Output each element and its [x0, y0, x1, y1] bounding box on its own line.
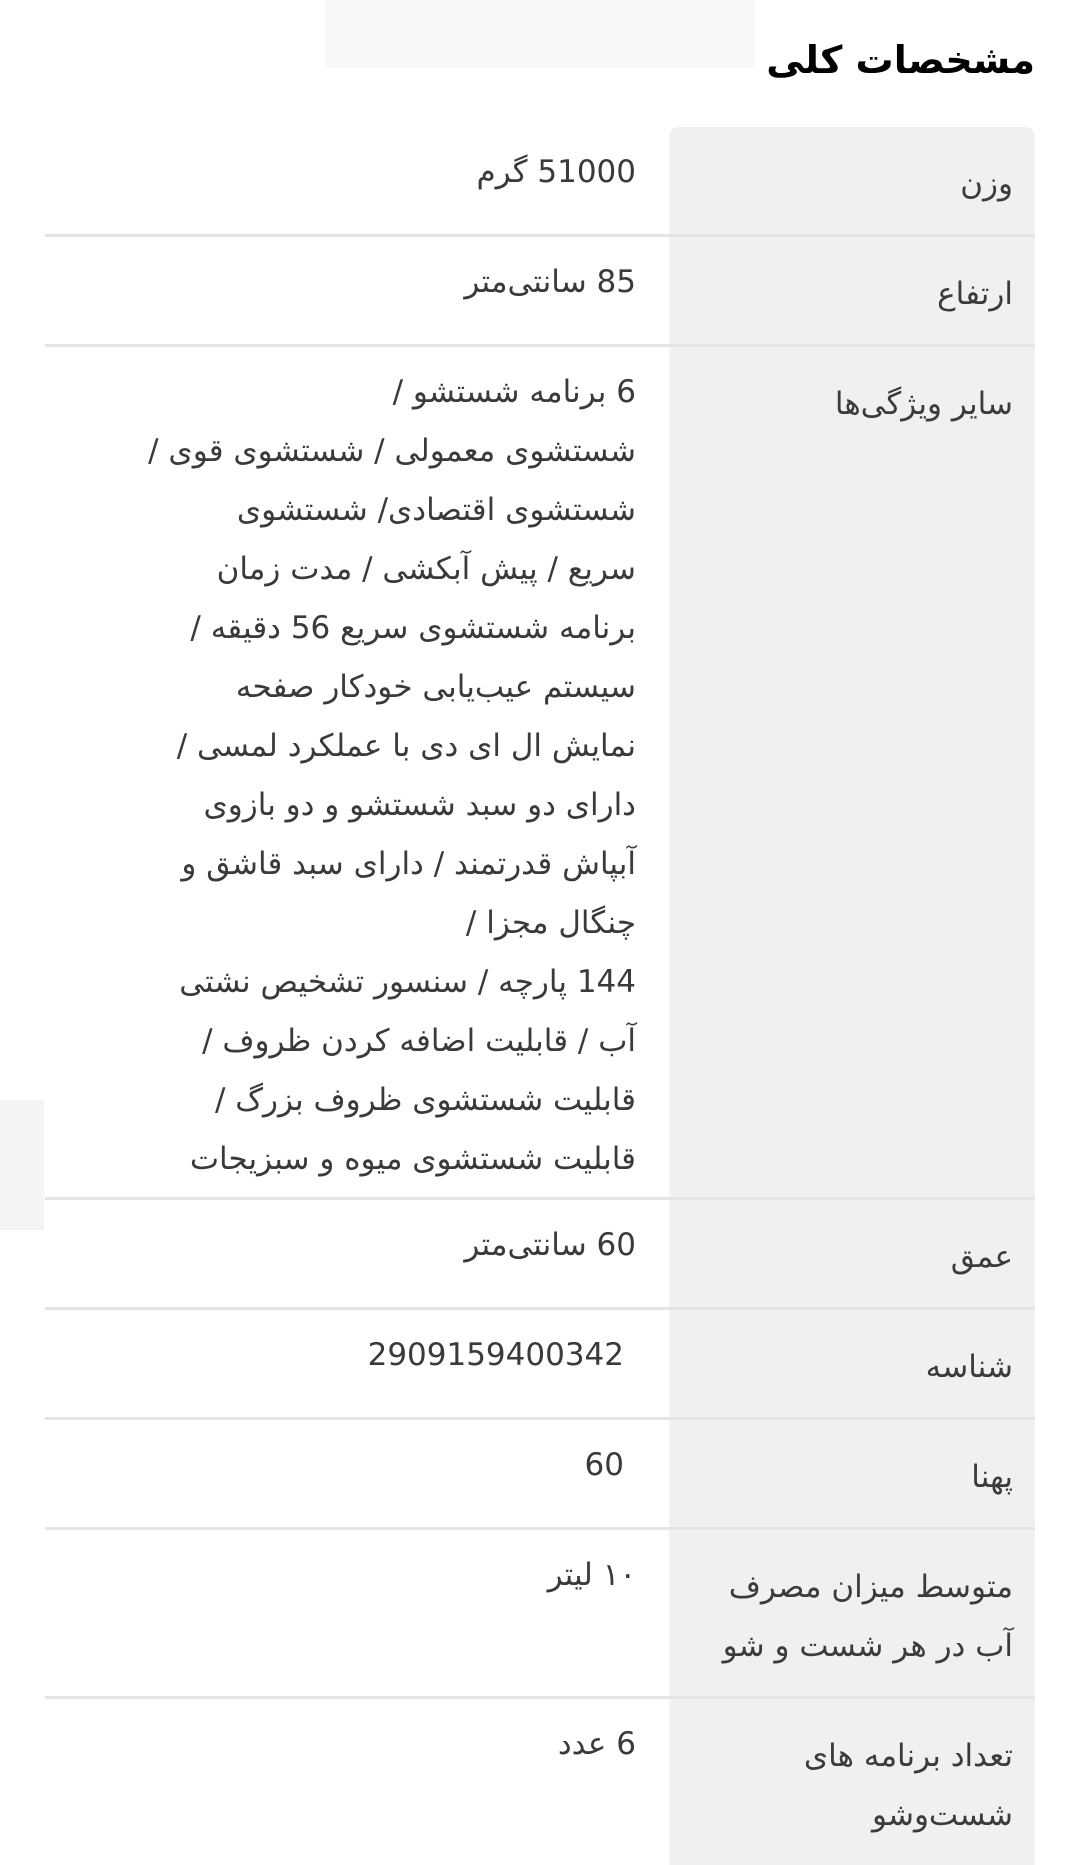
- spec-row-depth: [45, 1200, 1035, 1310]
- spec-row-weight: [45, 127, 1035, 237]
- spec-row-width: [45, 1420, 1035, 1530]
- spec-row-height: [45, 237, 1035, 347]
- spec-value-line: 60: [584, 1447, 624, 1483]
- spec-value-line: سریع / پیش آبکشی / مدت زمان: [216, 551, 636, 587]
- spec-value-height: [45, 237, 669, 344]
- spec-label-line: متوسط میزان مصرف: [728, 1569, 1013, 1605]
- spec-value-line: 85 سانتی‌متر: [464, 264, 636, 300]
- spec-label-depth: عمق: [669, 1200, 1035, 1307]
- spec-value-line: آبپاش قدرتمند / دارای سبد قاشق و: [181, 846, 636, 882]
- spec-row-water-consumption: [45, 1530, 1035, 1699]
- edge-tab-remnant: [0, 1100, 44, 1230]
- spec-value-line: سیستم عیب‌یابی خودکار صفحه: [235, 669, 636, 705]
- spec-label-line: تعداد برنامه های: [803, 1738, 1013, 1774]
- spec-value-line: 51000 گرم: [476, 154, 636, 190]
- top-bar-remnant: [325, 0, 755, 68]
- spec-label-height: ارتفاع: [669, 237, 1035, 344]
- spec-value-line: 6 عدد: [557, 1726, 636, 1762]
- spec-label-wash-programs: [669, 1699, 1035, 1865]
- spec-value-line: قابلیت شستشوی ظروف بزرگ /: [214, 1082, 636, 1118]
- spec-label-width: پهنا: [669, 1420, 1035, 1527]
- spec-table: [45, 127, 1035, 1865]
- spec-value-other-features: [45, 347, 669, 1197]
- spec-value-line: برنامه شستشوی سریع 56 دقیقه /: [190, 610, 636, 646]
- spec-label-water-consumption: [669, 1530, 1035, 1696]
- spec-value-width: [45, 1420, 669, 1527]
- spec-row-identifier: [45, 1310, 1035, 1420]
- spec-value-wash-programs: [45, 1699, 669, 1865]
- spec-value-identifier: [45, 1310, 669, 1417]
- spec-value-line: ۱۰ لیتر: [547, 1557, 636, 1593]
- spec-value-line: نمایش ال ای دی با عملکرد لمسی /: [176, 728, 636, 764]
- spec-value-water-consumption: [45, 1530, 669, 1696]
- spec-value-line: قابلیت شستشوی میوه و سبزیجات: [189, 1141, 636, 1177]
- section-title: مشخصات کلی: [766, 38, 1035, 82]
- spec-row-wash-programs: [45, 1699, 1035, 1865]
- spec-label-line: شست‌وشو: [871, 1797, 1013, 1833]
- spec-value-line: آب / قابلیت اضافه کردن ظروف /: [202, 1023, 636, 1059]
- spec-label-identifier: شناسه: [669, 1310, 1035, 1417]
- spec-value-line: 144 پارچه / سنسور تشخیص نشتی: [179, 964, 636, 1000]
- spec-value-line: شستشوی اقتصادی/ شستشوی: [236, 492, 636, 528]
- spec-label-other-features: سایر ویژگی‌ها: [669, 347, 1035, 1197]
- spec-value-line: 60 سانتی‌متر: [464, 1227, 636, 1263]
- spec-value-line: 2909159400342: [367, 1337, 624, 1373]
- spec-value-line: چنگال مجزا /: [465, 905, 636, 941]
- spec-value-line: 6 برنامه شستشو /: [392, 374, 636, 410]
- spec-value-weight: [45, 127, 669, 234]
- spec-value-depth: [45, 1200, 669, 1307]
- spec-value-line: دارای دو سبد شستشو و دو بازوی: [203, 787, 636, 823]
- spec-row-other-features: [45, 347, 1035, 1200]
- spec-label-line: آب در هر شست و شو: [722, 1628, 1013, 1664]
- spec-label-weight: وزن: [669, 127, 1035, 234]
- spec-value-line: شستشوی معمولی / شستشوی قوی /: [148, 433, 636, 469]
